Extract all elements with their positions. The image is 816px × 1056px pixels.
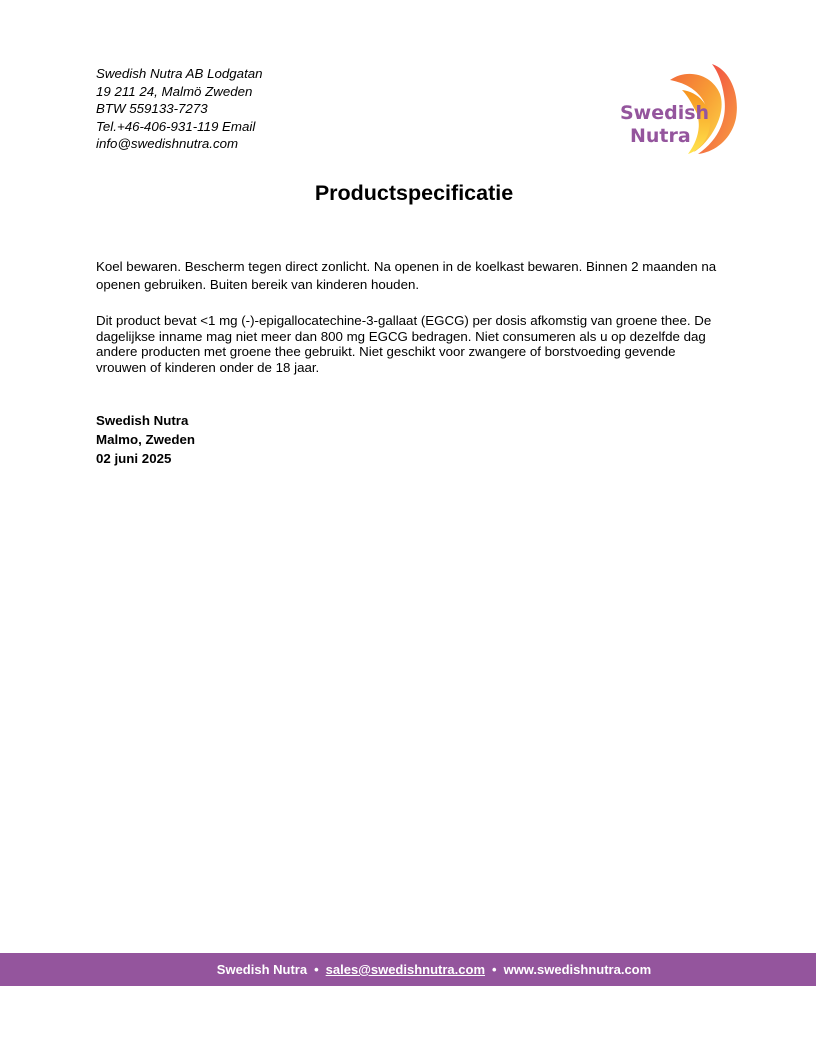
page-title: Productspecificatie	[314, 181, 514, 205]
company-logo	[612, 60, 742, 156]
flame-petal-icon	[612, 60, 742, 156]
address-line: Swedish Nutra AB Lodgatan	[96, 66, 263, 81]
address-line: Tel.+46-406-931-119 Email	[96, 118, 256, 134]
logo-text-line1: Swedish	[620, 102, 710, 124]
footer-email-link[interactable]: sales@swedishnutra.com	[325, 962, 486, 977]
address-line: 19 211 24, Malmö Zweden	[96, 83, 253, 99]
signature-location: Malmo, Zweden	[96, 432, 195, 448]
footer-bar	[0, 953, 816, 986]
sender-address	[96, 65, 263, 153]
signature-company: Swedish Nutra	[96, 413, 189, 428]
footer-company: Swedish Nutra	[216, 962, 308, 977]
signature-date: 02 juni 2025	[96, 451, 172, 467]
signature-block	[96, 411, 195, 469]
address-line: info@swedishnutra.com	[96, 136, 239, 152]
egcg-warning: Dit product bevat <1 mg (-)-epigallocatechine-3-gallaat (EGCG) per dosis afkomstig van groene thee. De dagelijkse inname mag niet meer dan 800 mg EGCG bedragen. Niet consumeren als u op dezelfde dag andere producten met groene thee gebruikt. Niet geschikt voor zwangere of borstvoeding gevende vrouwen of kinderen onder de 18 jaar.	[96, 313, 712, 375]
logo-text-line2: Nutra	[630, 125, 691, 147]
footer-separator: •	[492, 962, 497, 977]
footer-separator: •	[314, 962, 319, 977]
footer-website: www.swedishnutra.com	[503, 962, 652, 977]
address-line: BTW 559133-7273	[96, 101, 208, 117]
storage-instructions: Koel bewaren. Bescherm tegen direct zonlicht. Na openen in de koelkast bewaren. Binnen 2 maanden na openen gebruiken. Buiten bereik van kinderen houden.	[96, 259, 717, 292]
